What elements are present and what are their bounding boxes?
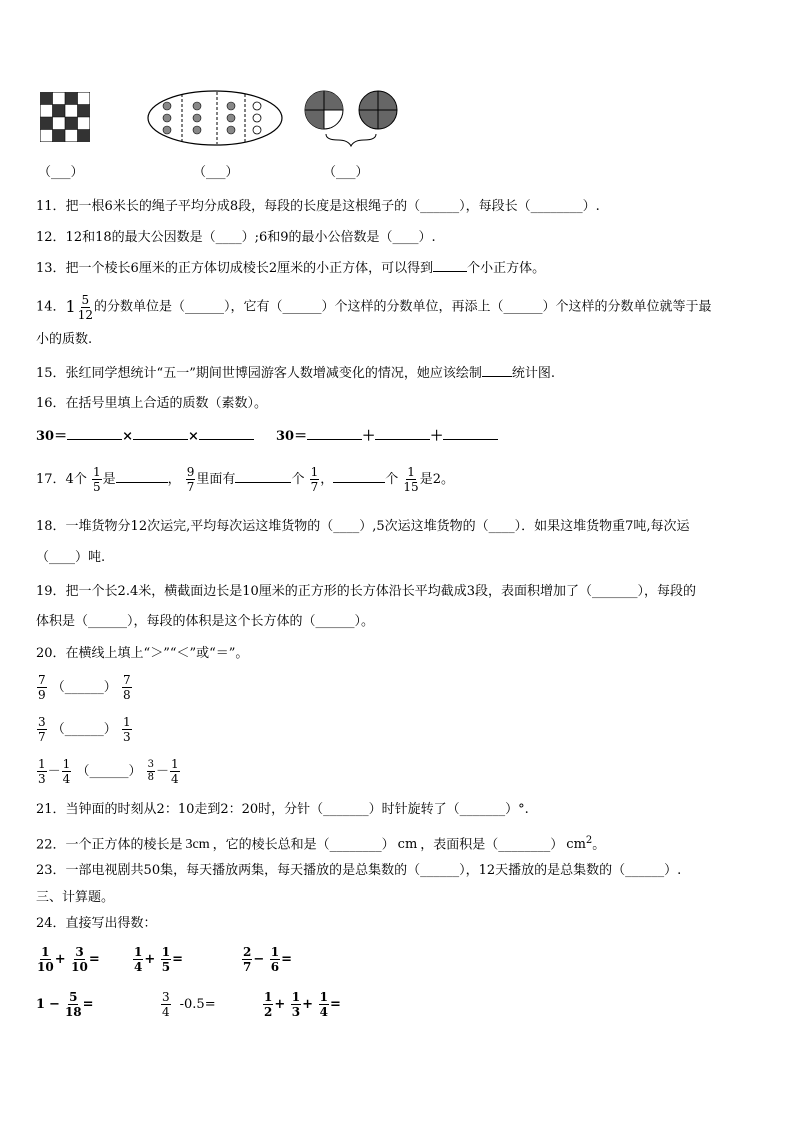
question-13: 13．把一个棱长6厘米的正方体切成棱长2厘米的小正方体，可以得到 个小正方体。 xyxy=(36,261,546,276)
calc-1: $\frac{1}{10}$ + $\frac{3}{10}$ = xyxy=(37,945,100,974)
figure-label-1: （___） xyxy=(38,165,84,180)
compare-row-2: $\frac{3}{7}$ （______） $\frac{1}{3}$ xyxy=(38,715,131,744)
answer-blank[interactable] xyxy=(482,364,512,377)
question-16: 16．在括号里填上合适的质数（素数）。 xyxy=(36,396,268,411)
question-18: 18．一堆货物分12次运完,平均每次运这堆货物的（____）,5次运这堆货物的（____）．如果这堆货物重7吨,每次运 xyxy=(36,519,690,534)
question-19: 19．把一个长2.4米，横截面边长是10厘米的正方形的长方体沿长平均截成3段，表面积增加了（_______），每段的 xyxy=(36,584,697,599)
figure-label-3: （___） xyxy=(323,165,369,180)
mixed-number: 1 $\frac{5}{12}$ xyxy=(65,292,94,322)
circles-figure xyxy=(302,88,402,152)
calc-3: $\frac{2}{7}$ − $\frac{1}{6}$ = xyxy=(243,945,293,974)
section-3-heading: 三、计算题。 xyxy=(36,890,115,905)
question-19-cont: 体积是（______），每段的体积是这个长方体的（______）。 xyxy=(36,614,375,629)
question-17: 17．4个 $\frac{1}{5}$ 是 ， $\frac{9}{7}$ 里面有 个 $\frac{1}{7}$ ， 个 $\frac{1}{15}$ 是2。 xyxy=(36,465,454,494)
compare-row-1: $\frac{7}{9}$ （______） $\frac{7}{8}$ xyxy=(38,673,131,702)
calc-5: $\frac{3}{4}$ -0.5= xyxy=(162,990,216,1019)
calc-6: $\frac{1}{2}$ + $\frac{1}{3}$ + $\frac{1}{4}$ = xyxy=(264,990,341,1019)
question-16-product: 30＝ × × xyxy=(36,427,254,446)
question-20: 20．在横线上填上“＞”“＜”或“＝”。 xyxy=(36,646,249,661)
question-18-cont: （____）吨. xyxy=(36,550,106,565)
question-24: 24．直接写出得数： xyxy=(36,916,157,931)
question-22: 22．一个正方体的棱长是 3cm ，它的棱长总和是（________） cm ，表面积是（________） $cm^2$。 xyxy=(36,835,606,853)
grid-figure xyxy=(40,92,90,142)
question-12: 12．12和18的最大公因数是（____）;6和9的最小公倍数是（____）. xyxy=(36,230,436,245)
oval-dots-figure xyxy=(145,88,285,148)
figure-label-2: （___） xyxy=(193,165,239,180)
calc-2: $\frac{1}{4}$ + $\frac{1}{5}$ = xyxy=(134,945,184,974)
question-14: 14． 1 $\frac{5}{12}$ 的分数单位是（______），它有（______）个这样的分数单位，再添上（______）个这样的分数单位就等于最 xyxy=(36,292,712,322)
question-15: 15．张红同学想统计“五一”期间世博园游客人数增减变化的情况，她应该绘制 统计图. xyxy=(36,366,555,381)
question-14-cont: 小的质数. xyxy=(36,332,93,347)
question-23: 23．一部电视剧共50集，每天播放两集，每天播放的是总集数的（______），12天播放的是总集数的（______）. xyxy=(36,863,682,878)
compare-row-3: $\frac{1}{3}$ － $\frac{1}{4}$ （______） $\frac{3}{8}$ － $\frac{1}{4}$ xyxy=(38,757,179,786)
answer-blank[interactable] xyxy=(433,259,467,272)
question-21: 21．当钟面的时刻从2：10走到2：20时，分针（_______）时针旋转了（_______）°. xyxy=(36,802,529,817)
calc-4: 1 − $\frac{5}{18}$ = xyxy=(36,990,94,1019)
question-16-sum: 30＝ ＋ ＋ xyxy=(276,427,498,446)
question-11: 11．把一根6米长的绳子平均分成8段，每段的长度是这根绳子的（______），每段长（________）. xyxy=(36,199,600,214)
